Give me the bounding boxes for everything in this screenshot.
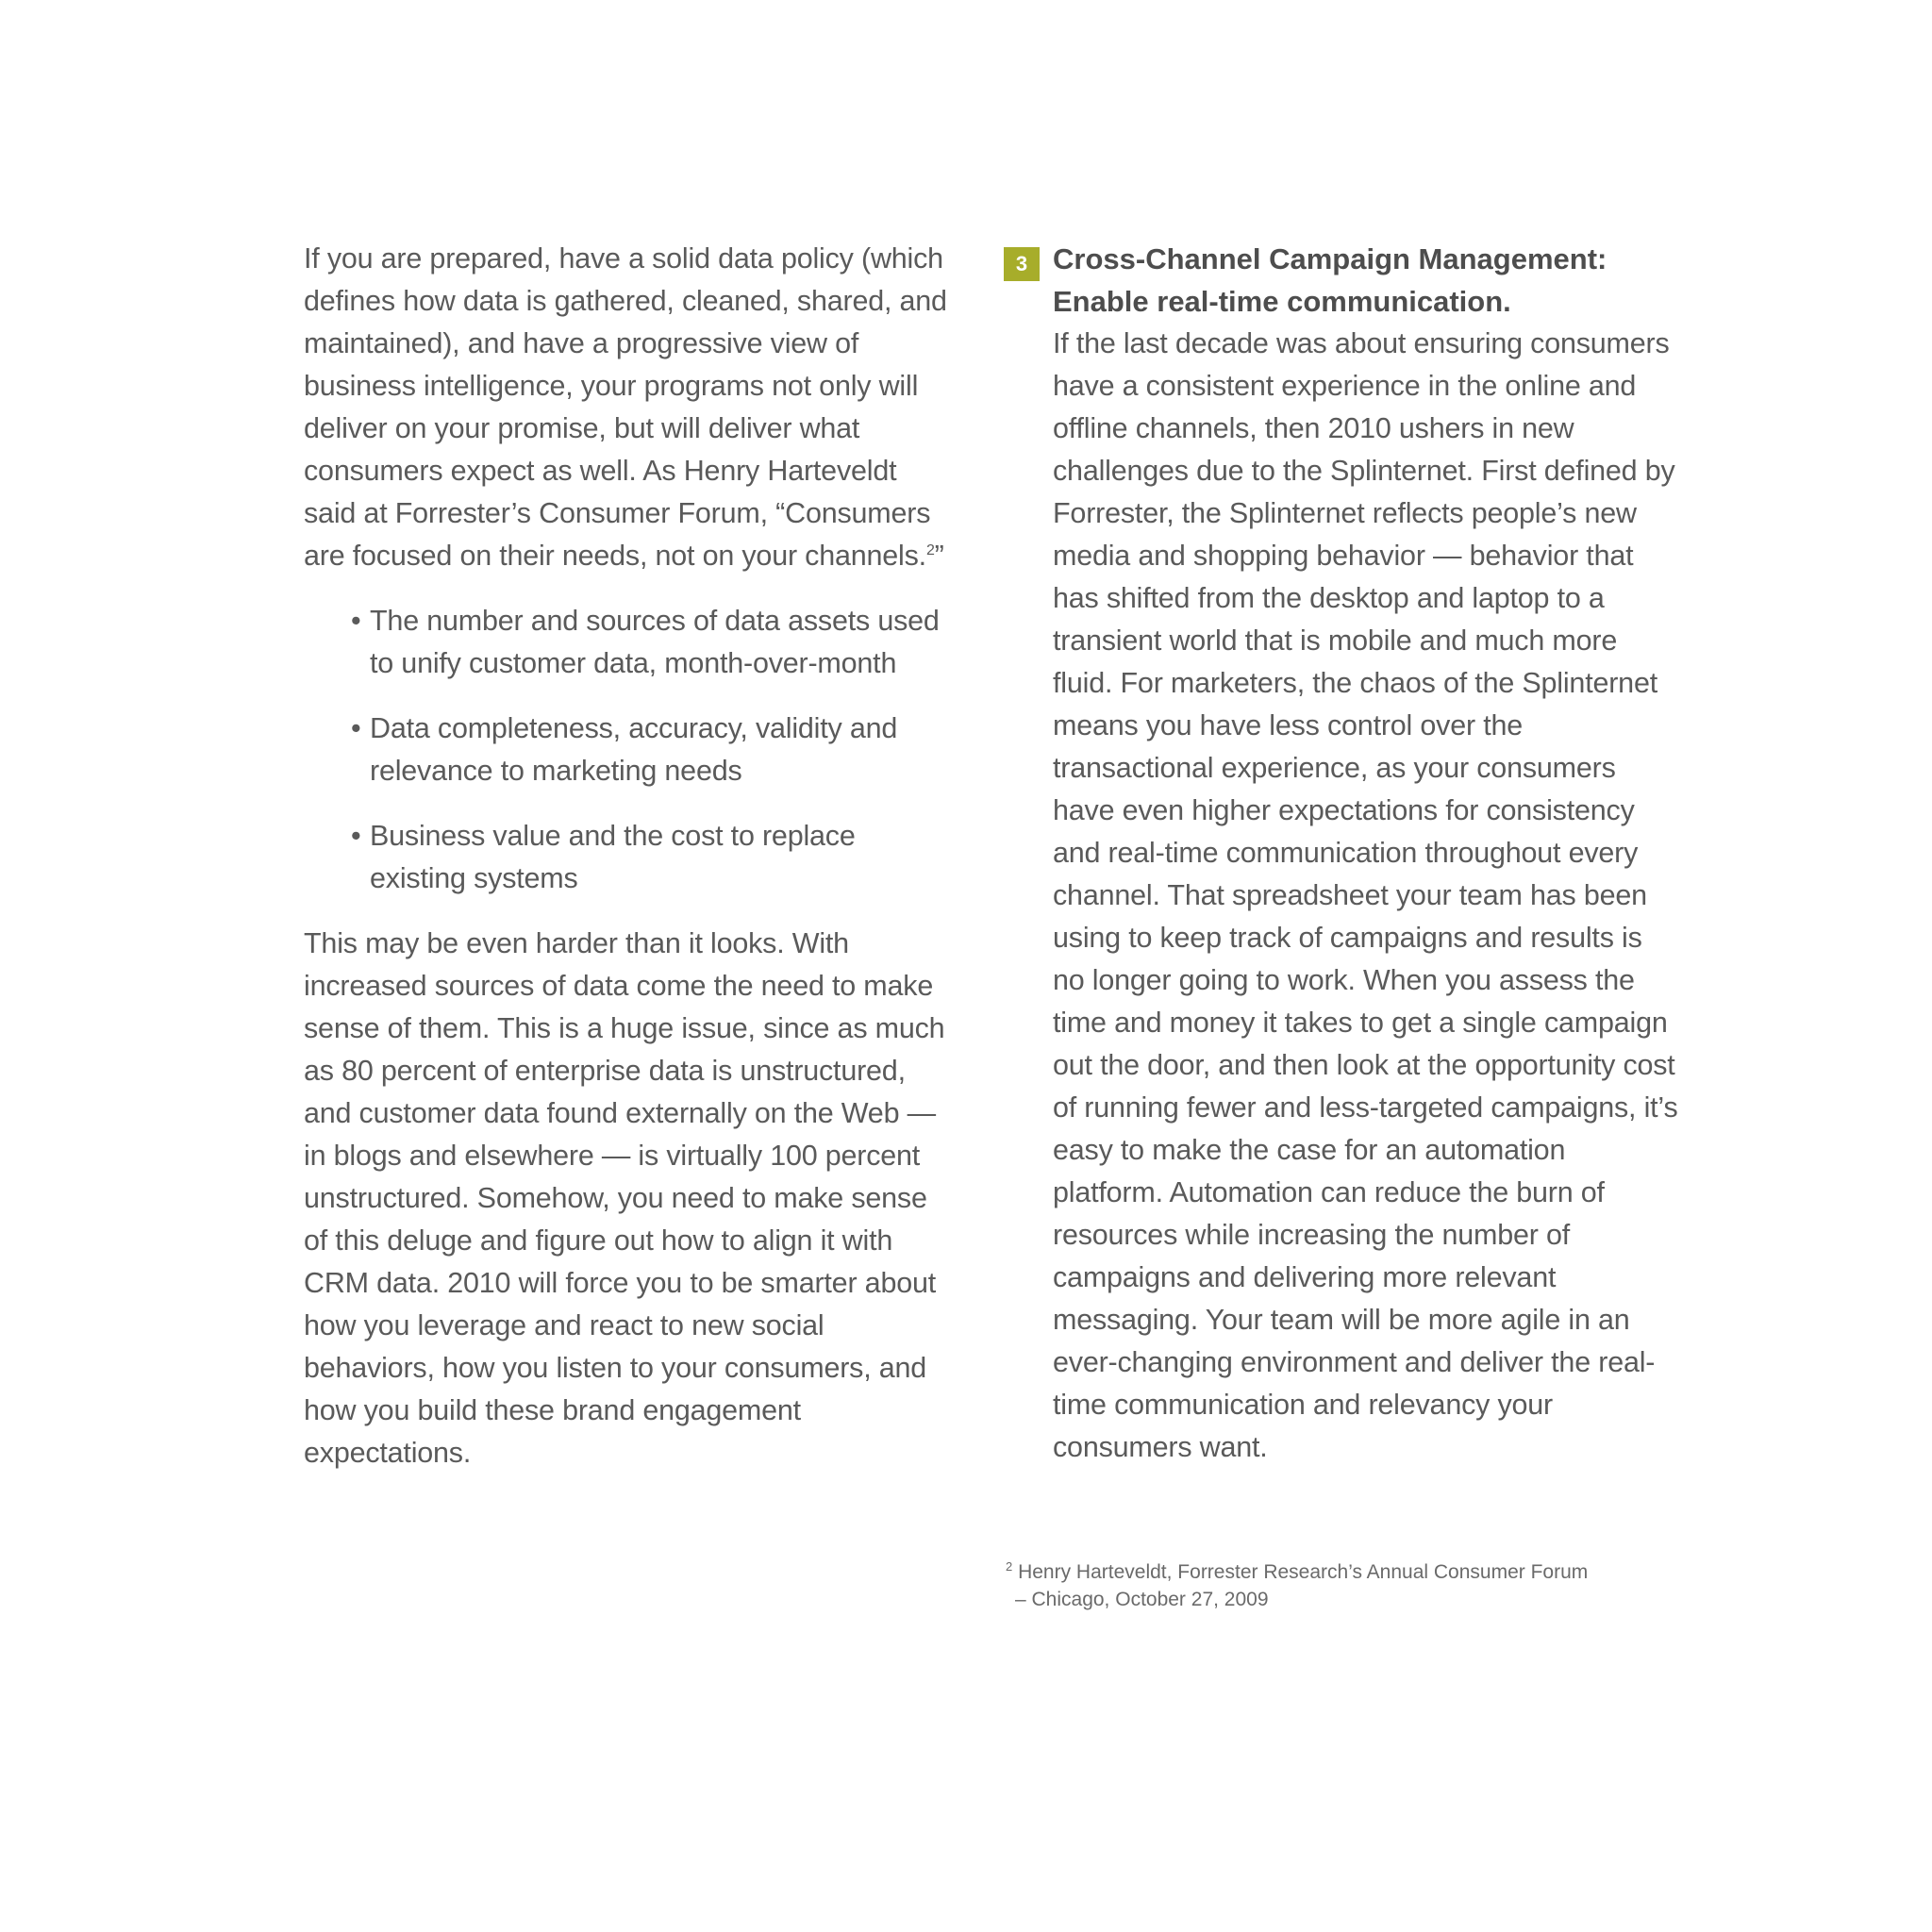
left-column	[304, 238, 955, 1474]
footnote-text: Henry Harteveldt, Forrester Research’s Annual Consumer Forum	[1018, 1561, 1589, 1583]
footnote	[1006, 1558, 1647, 1613]
section-heading-line2: Enable real-time communication.	[1053, 285, 1511, 318]
section-heading	[1053, 238, 1681, 323]
bullet-list	[304, 600, 955, 900]
closing-quote: ”	[934, 540, 944, 572]
bullet-icon: •	[351, 605, 361, 637]
bullet-icon: •	[351, 712, 361, 744]
footnote-line2: – Chicago, October 27, 2009	[1015, 1589, 1269, 1610]
intro-paragraph	[304, 238, 955, 577]
right-column	[1002, 238, 1681, 1469]
section-heading-line1: Cross-Channel Campaign Management:	[1053, 242, 1607, 275]
section-number-badge: 3	[1004, 247, 1040, 281]
intro-paragraph-text: If you are prepared, have a solid data policy (which defines how data is gathered, cleaned, shared, and maintained), and have a progressive view of business intelligence, your programs not only will deliver on your promise, but will deliver what consumers expect as well. As Henry Harteveldt said at Forrester’s Consumer Forum, “Consumers are focused on their needs, not on your channels.	[304, 242, 947, 572]
analysis-paragraph: This may be even harder than it looks. With increased sources of data come the need to make sense of them. This is a huge issue, since as much as 80 percent of enterprise data is unstructured, and customer data found externally on the Web — in blogs and elsewhere — is virtually 100 percent unstructured. Somehow, you need to make sense of this deluge and figure out how to align it with CRM data. 2010 will force you to be smarter about how you leverage and react to new social behaviors, how you listen to your consumers, and how you build these brand engagement expectations.	[304, 927, 945, 1469]
bullet-text: Business value and the cost to replace existing systems	[370, 820, 856, 894]
bullet-text: Data completeness, accuracy, validity and relevance to marketing needs	[370, 712, 898, 787]
footnote-line1	[1006, 1558, 1647, 1586]
bullet-icon: •	[351, 820, 361, 852]
footnote-number: 2	[1006, 1559, 1013, 1574]
bullet-item	[351, 600, 955, 685]
bullet-item	[351, 708, 955, 792]
bullet-text: The number and sources of data assets used to unify customer data, month-over-month	[370, 605, 940, 679]
footnote-reference: 2	[925, 541, 935, 558]
bullet-item	[351, 815, 955, 900]
section-body: If the last decade was about ensuring consumers have a consistent experience in the online and offline channels, then 2010 ushers in new challenges due to the Splinternet. First defined by Forrester, the Splinternet reflects people’s new media and shopping behavior — behavior that has shifted from the desktop and laptop to a transient world that is mobile and much more fluid. For marketers, the chaos of the Splinternet means you have less control over the transactional experience, as your consumers have even higher expectations for consistency and real-time communication throughout every channel. That spreadsheet your team has been using to keep track of campaigns and results is no longer going to work. When you assess the time and money it takes to get a single campaign out the door, and then look at the opportunity cost of running fewer and less-targeted campaigns, it’s easy to make the case for an automation platform. Automation can reduce the burn of resources while increasing the number of campaigns and delivering more relevant messaging. Your team will be more agile in an ever-changing environment and deliver the real-time communication and relevancy your consumers want.	[1053, 327, 1678, 1463]
